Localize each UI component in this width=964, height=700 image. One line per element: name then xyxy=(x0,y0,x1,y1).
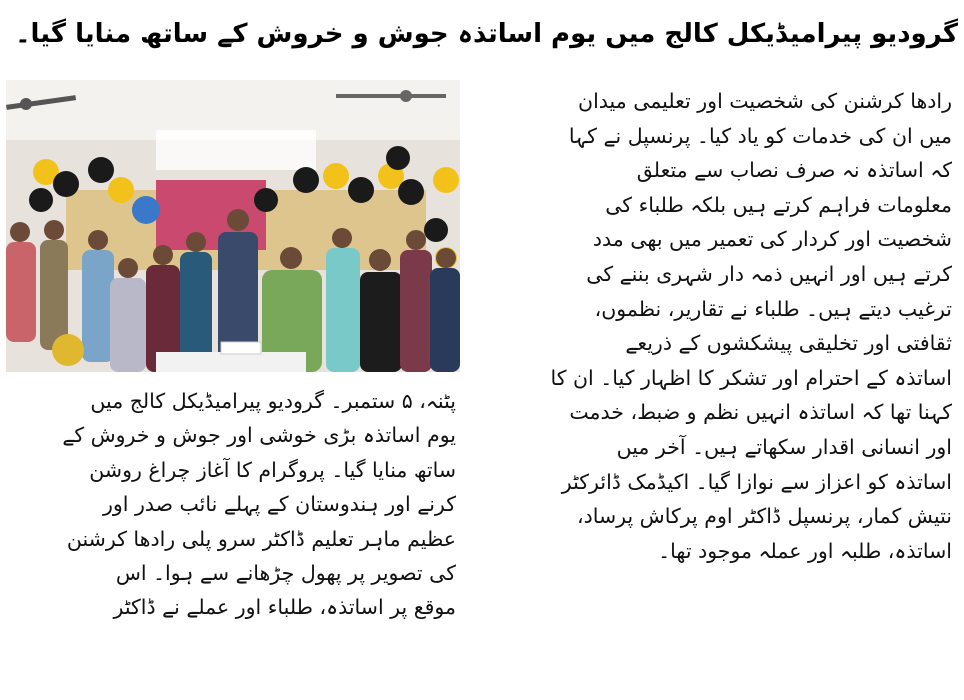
group-photo xyxy=(6,80,460,372)
article-line: پٹنہ، ۵ ستمبر۔ گرودیو پیرامیڈیکل کالج میں xyxy=(90,389,456,413)
article-line: رادھا کرشنن کی شخصیت اور تعلیمی میدان xyxy=(578,89,952,113)
article-line: کرتے ہیں اور انہیں ذمہ دار شہری بننے کی xyxy=(586,261,952,286)
article-line: کرنے اور ہندوستان کے پہلے نائب صدر اور xyxy=(102,492,456,517)
article-line: یوم اساتذہ بڑی خوشی اور جوش و خروش کے xyxy=(62,423,456,448)
cake-table xyxy=(156,352,306,372)
article-column-left xyxy=(6,384,456,696)
article-line: کی تصویر پر پھول چڑھانے سے ہوا۔ اس xyxy=(115,560,456,585)
article-line: ثقافتی اور تخلیقی پیشکشوں کے ذریعے xyxy=(625,331,952,356)
article-line: نتیش کمار، پرنسپل ڈاکٹر اوم پرکاش پرساد، xyxy=(576,504,952,529)
article-line: اساتذہ کے احترام اور تشکر کا اظہار کیا۔ ان کا xyxy=(550,365,952,390)
article-line: شخصیت اور کردار کی تعمیر میں بھی مدد xyxy=(592,227,952,252)
article-line: معلومات فراہم کرتے ہیں بلکہ طلباء کی xyxy=(605,192,952,217)
article-line: میں ان کی خدمات کو یاد کیا۔ پرنسپل نے کہا xyxy=(568,123,952,148)
article-line: موقع پر اساتذہ، طلباء اور عملے نے ڈاکٹر xyxy=(113,595,456,620)
article-line: کہنا تھا کہ اساتذہ انہیں نظم و ضبط، خدمت xyxy=(569,400,952,425)
article-line: اساتذہ کو اعزاز سے نوازا گیا۔ اکیڈمک ڈائرکٹر xyxy=(561,469,952,494)
article-line: اور انسانی اقدار سکھاتے ہیں۔ آخر میں xyxy=(616,434,952,459)
article-line: ترغیب دیتے ہیں۔ طلباء نے تقاریر، نظموں، xyxy=(594,296,952,321)
article-line: عظیم ماہر تعلیم ڈاکٹر سرو پلی رادھا کرشنن xyxy=(66,526,456,551)
article-line: اساتذہ، طلبہ اور عملہ موجود تھا۔ xyxy=(658,538,952,563)
article-headline: گرودیو پیرامیڈیکل کالج میں یوم اساتذہ جوش و خروش کے ساتھ منایا گیا۔ xyxy=(15,19,958,49)
article-column-right xyxy=(492,84,952,640)
article-line: کہ اساتذہ نہ صرف نصاب سے متعلق xyxy=(636,158,952,183)
article-line: ساتھ منایا گیا۔ پروگرام کا آغاز چراغ روشن xyxy=(89,457,456,482)
